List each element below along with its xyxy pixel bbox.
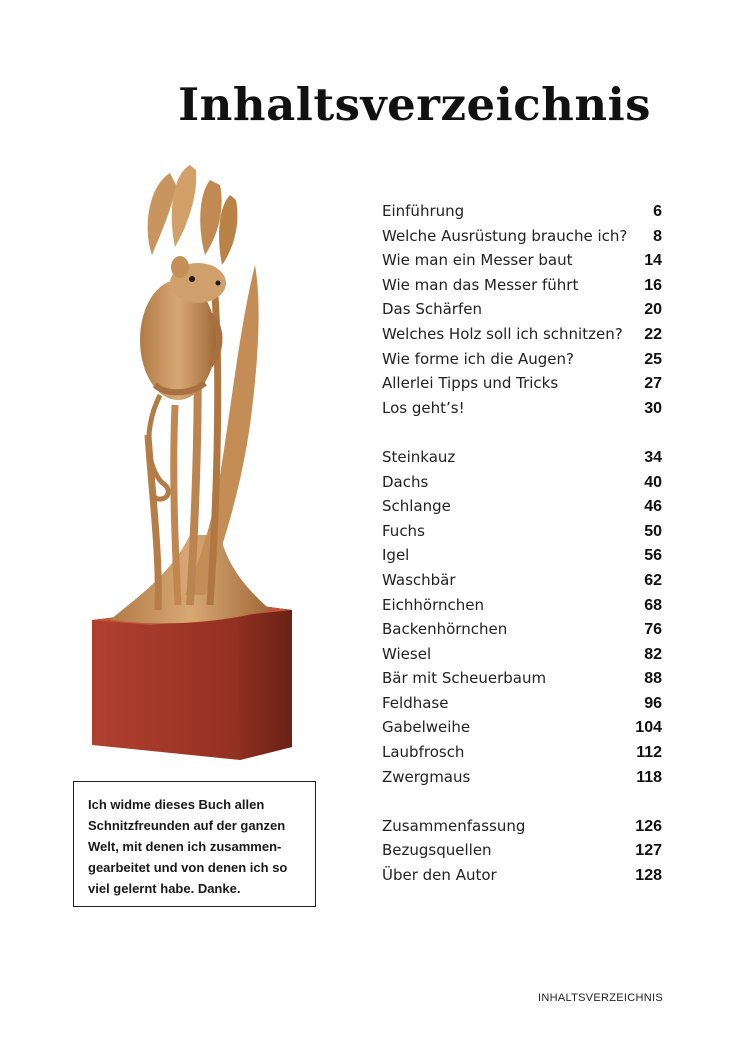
toc-entry-page: 82 xyxy=(644,645,662,663)
toc-entry xyxy=(382,740,662,765)
toc-entry-label: Wie man das Messer führt xyxy=(382,275,579,294)
toc-entry xyxy=(382,593,662,618)
toc-entry-page: 30 xyxy=(644,399,662,417)
toc-entry-page: 16 xyxy=(644,276,662,294)
toc-entry-label: Dachs xyxy=(382,472,429,491)
toc-entry-label: Bär mit Scheuerbaum xyxy=(382,669,547,688)
toc-entry xyxy=(382,494,662,519)
toc-entry xyxy=(382,445,662,470)
toc-entry-page: 104 xyxy=(635,719,662,737)
toc-entry-label: Welches Holz soll ich schnitzen? xyxy=(382,324,623,343)
toc-entry xyxy=(382,273,662,298)
toc-entry-page: 126 xyxy=(635,817,662,835)
page-title: Inhaltsverzeichnis xyxy=(178,78,651,131)
toc-entry-page: 128 xyxy=(635,867,662,885)
toc-entry xyxy=(382,814,662,839)
toc-entry-label: Wie man ein Messer baut xyxy=(382,251,573,270)
toc-entry-label: Bezugsquellen xyxy=(382,841,492,860)
toc-entry-label: Wie forme ich die Augen? xyxy=(382,349,574,368)
toc-entry-page: 56 xyxy=(644,547,662,565)
wood-carving-photo xyxy=(80,155,300,765)
toc-entry-page: 25 xyxy=(644,350,662,368)
toc-entry-page: 127 xyxy=(635,842,662,860)
table-of-contents xyxy=(382,199,662,888)
toc-entry-page: 76 xyxy=(644,621,662,639)
dedication-box xyxy=(73,781,316,907)
toc-entry xyxy=(382,199,662,224)
toc-entry-label: Wiesel xyxy=(382,644,432,663)
toc-entry-label: Feldhase xyxy=(382,693,449,712)
toc-entry xyxy=(382,347,662,372)
toc-entry xyxy=(382,691,662,716)
toc-group-projects xyxy=(382,445,662,789)
toc-entry-label: Allerlei Tipps und Tricks xyxy=(382,374,559,393)
toc-entry-label: Welche Ausrüstung brauche ich? xyxy=(382,226,628,245)
toc-entry xyxy=(382,617,662,642)
toc-entry xyxy=(382,838,662,863)
toc-entry xyxy=(382,224,662,249)
toc-entry xyxy=(382,568,662,593)
toc-group-intro xyxy=(382,199,662,420)
toc-entry-page: 22 xyxy=(644,325,662,343)
toc-entry xyxy=(382,642,662,667)
toc-entry-page: 40 xyxy=(644,473,662,491)
toc-entry-label: Fuchs xyxy=(382,521,425,540)
toc-entry xyxy=(382,322,662,347)
toc-entry-label: Schlange xyxy=(382,497,451,516)
toc-entry-label: Backenhörnchen xyxy=(382,620,508,639)
toc-entry xyxy=(382,470,662,495)
toc-entry-page: 27 xyxy=(644,375,662,393)
dedication-line: viel gelernt habe. Danke. xyxy=(88,881,241,896)
toc-entry-label: Waschbär xyxy=(382,570,456,589)
toc-entry-label: Eichhörnchen xyxy=(382,595,484,614)
toc-entry-label: Steinkauz xyxy=(382,447,456,466)
toc-entry-page: 118 xyxy=(636,768,662,786)
toc-entry xyxy=(382,715,662,740)
toc-entry-page: 50 xyxy=(644,522,662,540)
toc-entry xyxy=(382,519,662,544)
toc-entry-page: 88 xyxy=(644,670,662,688)
toc-entry xyxy=(382,396,662,421)
toc-entry-label: Zusammenfassung xyxy=(382,816,526,835)
dedication-line: gearbeitet und von denen ich so xyxy=(88,860,288,875)
toc-entry-page: 6 xyxy=(653,203,662,220)
toc-entry-page: 20 xyxy=(644,301,662,319)
toc-entry xyxy=(382,543,662,568)
toc-entry-page: 34 xyxy=(644,448,662,466)
toc-entry-label: Zwergmaus xyxy=(382,767,471,786)
toc-entry xyxy=(382,666,662,691)
toc-entry xyxy=(382,248,662,273)
toc-entry-page: 46 xyxy=(644,498,662,516)
dedication-line: Schnitzfreunden auf der ganzen xyxy=(88,818,286,833)
toc-entry-label: Gabelweihe xyxy=(382,718,471,737)
toc-entry-label: Laubfrosch xyxy=(382,743,465,762)
dedication-line: Welt, mit denen ich zusammen- xyxy=(88,839,282,854)
toc-entry-label: Los geht’s! xyxy=(382,398,465,417)
toc-entry-page: 8 xyxy=(653,227,662,245)
toc-entry-label: Einführung xyxy=(382,202,465,220)
toc-entry-label: Igel xyxy=(382,546,410,565)
toc-entry-page: 68 xyxy=(644,596,662,614)
toc-entry-page: 62 xyxy=(644,571,662,589)
toc-entry xyxy=(382,371,662,396)
toc-entry-page: 96 xyxy=(644,694,662,712)
dedication-line: Ich widme dieses Buch allen xyxy=(88,797,265,812)
toc-entry-label: Das Schärfen xyxy=(382,300,482,319)
toc-group-appendix xyxy=(382,814,662,888)
toc-entry-page: 14 xyxy=(644,252,662,270)
toc-entry xyxy=(382,297,662,322)
toc-entry xyxy=(382,863,662,888)
toc-entry-label: Über den Autor xyxy=(382,866,497,885)
toc-entry xyxy=(382,765,662,790)
running-footer: INHALTSVERZEICHNIS xyxy=(538,992,663,1004)
toc-entry-page: 112 xyxy=(636,744,662,762)
